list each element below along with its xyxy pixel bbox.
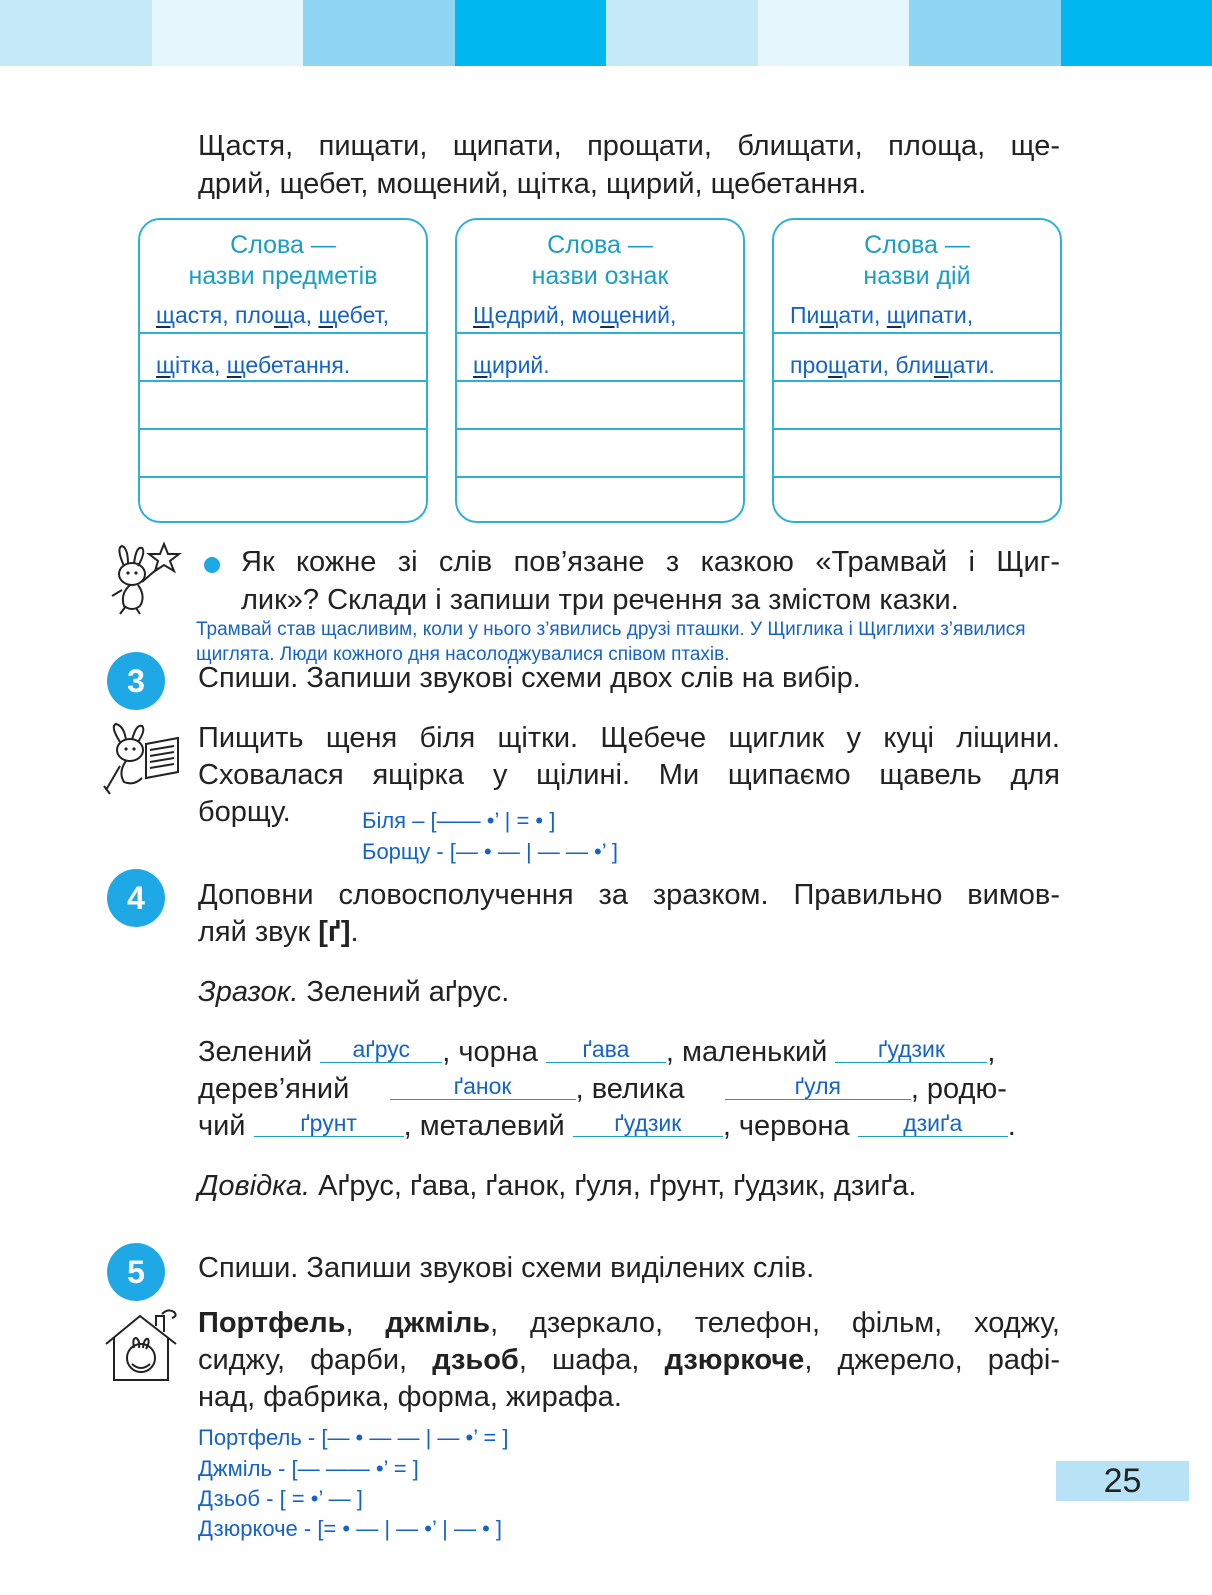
top-color-stripe [0, 0, 1212, 66]
task3-text-line-3: борщу. [198, 796, 291, 828]
intro-line-1: Щастя, пищати, щипати, прощати, блищати, площа, ще- [198, 130, 1060, 162]
tale-answer-line-1: Трамвай став щасливим, коли у нього з’явились друзі пташки. У Щиглика і Щиглихи з’явилися [196, 619, 1026, 640]
word-box-verbs [772, 218, 1062, 523]
task5-text-line-2: сиджу, фарби, дзьоб, шафа, дзюркоче, джерело, рафі- [198, 1344, 1060, 1376]
answer-blank[interactable]: ґанок [390, 1073, 576, 1100]
box-answer-line: щітка, щебетання. [156, 352, 351, 378]
task-number-5: 5 [107, 1243, 165, 1301]
answer-blank[interactable]: дзиґа [858, 1110, 1008, 1137]
sound-scheme-portfel: Портфель - [— • — — | — •’ = ] [198, 1425, 509, 1450]
box-heading: Слова — назви предметів [188, 231, 378, 290]
task-number-4: 4 [107, 869, 165, 927]
box-answer-line: щастя, площа, щебет, [156, 302, 389, 328]
sound-scheme-dzhmil: Джміль - [— —— •’ = ] [198, 1456, 419, 1481]
box-answer-line: прощати, блищати. [790, 352, 995, 378]
bunny-book-icon [100, 720, 184, 796]
box-answer-line: щирий. [473, 352, 550, 378]
word-box-nouns [138, 218, 428, 523]
sound-scheme-dzob: Дзьоб - [ = •’ — ] [198, 1486, 363, 1511]
box-answer-line: Пищати, щипати, [790, 302, 974, 328]
task4-reference: Довідка. Аґрус, ґава, ґанок, ґуля, ґрунт, ґудзик, дзиґа. [198, 1170, 917, 1202]
tale-question-line-1: Як кожне зі слів пов’язане з казкою «Трамвай і Щиг- [241, 546, 1060, 578]
answer-blank[interactable]: ґудзик [835, 1036, 987, 1063]
sound-scheme-dziurkoche: Дзюркоче - [= • — | — •’ | — • ] [198, 1516, 503, 1541]
page-number: 25 [1056, 1461, 1189, 1501]
word-box-adjectives [455, 218, 745, 523]
tale-question-line-2: лик»? Склади і запиши три речення за змістом казки. [241, 584, 959, 616]
task3-text-line-1: Пищить щеня біля щітки. Щебече щиглик у куці ліщини. [198, 722, 1060, 754]
sound-scheme-2: Борщу - [— • — | — — •’ ] [362, 839, 619, 864]
task5-text-line-3: над, фабрика, форма, жирафа. [198, 1381, 622, 1413]
tale-answer-line-2: щиглята. Люди кожного дня насолоджувалися співом птахів. [196, 644, 730, 665]
task5-instruction: Спиши. Запиши звукові схеми виділених слів. [198, 1252, 815, 1284]
task5-text-line-1: Портфель, джміль, дзеркало, телефон, фільм, ходжу, [198, 1307, 1060, 1339]
answer-blank[interactable]: ґава [546, 1036, 666, 1063]
house-homework-icon [102, 1308, 182, 1384]
task4-fill-line-3: чий ґрунт , металевий ґудзик , червона дзиґа . [198, 1110, 1016, 1142]
answer-blank[interactable]: ґуля [725, 1073, 911, 1100]
intro-line-2: дрий, щебет, мощений, щітка, щирий, щебетання. [198, 168, 867, 200]
task4-fill-line-1: Зелений аґрус , чорна ґава , маленький ґудзик , [198, 1036, 996, 1068]
task4-fill-line-2: дерев’яний ґанок , велика ґуля , родю- [198, 1073, 1007, 1105]
answer-blank[interactable]: аґрус [320, 1036, 442, 1063]
task4-sample: Зразок. Зелений аґрус. [198, 976, 510, 1008]
sound-scheme-1: Біля – [—— •’ | = • ] [362, 808, 556, 833]
task3-instruction: Спиши. Запиши звукові схеми двох слів на вибір. [198, 662, 861, 694]
bullet-dot [204, 557, 220, 573]
task-number-3: 3 [107, 652, 165, 710]
task4-instruction-line-1: Доповни словосполучення за зразком. Правильно вимов- [198, 879, 1060, 911]
task3-text-line-2: Сховалася ящірка у щілині. Ми щипаємо щавель для [198, 759, 1060, 791]
box-heading: Слова — назви ознак [531, 231, 669, 290]
answer-blank[interactable]: ґудзик [573, 1110, 723, 1137]
box-heading: Слова — назви дій [863, 231, 971, 290]
task4-instruction-line-2: ляй звук [ґ]. [198, 916, 359, 948]
answer-blank[interactable]: ґрунт [254, 1110, 404, 1137]
bunny-star-icon [102, 540, 184, 616]
box-answer-line: Щедрий, мощений, [473, 302, 677, 328]
